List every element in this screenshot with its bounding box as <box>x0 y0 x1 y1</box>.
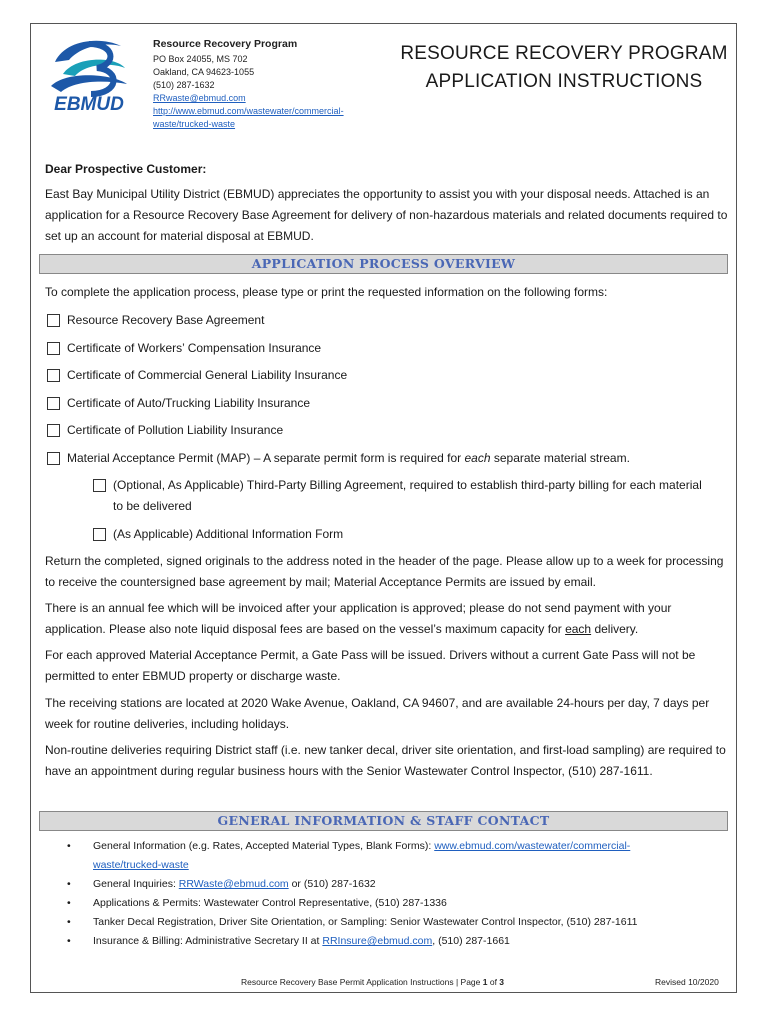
list-item: • Tanker Decal Registration, Driver Site Orientation, or Sampling: Senior Wastewater Control Inspector, (510) 287-1611 <box>67 913 638 932</box>
checkbox[interactable] <box>47 397 60 410</box>
list-item: • Applications & Permits: Wastewater Control Representative, (510) 287-1336 <box>67 894 638 913</box>
list-item: • Insurance & Billing: Administrative Secretary II at RRInsure@ebmud.com, (510) 287-1661 <box>67 932 638 951</box>
checklist-label: Certificate of Workers’ Compensation Insurance <box>67 341 322 355</box>
revised-date: Revised 10/2020 <box>655 977 719 987</box>
underline-each: each <box>565 622 592 636</box>
rates-link-cont[interactable]: waste/trucked-waste <box>93 859 189 871</box>
bullet-glyph: • <box>67 840 71 852</box>
website-link-line1[interactable]: http://www.ebmud.com/wastewater/commercial- <box>153 106 344 116</box>
checklist-item[interactable] <box>47 341 321 359</box>
document-title <box>391 40 737 96</box>
bullet-glyph: • <box>67 878 71 890</box>
ebmud-logo <box>45 34 133 114</box>
checklist-label: Certificate of Pollution Liability Insurance <box>67 423 284 437</box>
insurance-email-link[interactable]: RRInsure@ebmud.com <box>322 935 433 947</box>
page-total: 3 <box>499 977 505 987</box>
checkbox[interactable] <box>93 528 106 541</box>
email-link[interactable]: RRwaste@ebmud.com <box>153 93 246 103</box>
checklist-item[interactable] <box>47 396 310 414</box>
sub-checklist-item[interactable] <box>93 527 343 545</box>
document-page <box>30 23 737 993</box>
return-paragraph: Return the completed, signed originals to the address noted in the header of the page. Please allow up to a week for processing to receive the countersigned base agreement by mail; Material Acceptance Permits are issued by email. <box>45 554 724 589</box>
checkbox[interactable] <box>93 479 106 492</box>
title-line2: APPLICATION INSTRUCTIONS <box>425 71 703 92</box>
logo-b-curve <box>89 44 114 94</box>
checkbox[interactable] <box>47 314 60 327</box>
bullet-glyph: • <box>67 935 71 947</box>
address-block <box>153 38 344 131</box>
stations-paragraph: The receiving stations are located at 2020 Wake Avenue, Oakland, CA 94607, and are available 24-hours per day, 7 days per week for routine deliveries, including holidays. <box>45 696 710 731</box>
website-link-line2[interactable]: waste/trucked-waste <box>153 119 236 129</box>
intro-paragraph: East Bay Municipal Utility District (EBMUD) appreciates the opportunity to assist you with your disposal needs. Attached is an application for a Resource Recovery Base Agreement for delivery of non-hazardous materials and related documents required to set up an account for material disposal at EBMUD. <box>45 187 728 243</box>
program-name: Resource Recovery Program <box>153 38 298 50</box>
title-line1: RESOURCE RECOVERY PROGRAM <box>400 43 728 64</box>
gate-pass-paragraph: For each approved Material Acceptance Permit, a Gate Pass will be issued. Drivers without a current Gate Pass will not be permitted to enter EBMUD property or discharge waste. <box>45 648 696 683</box>
checklist-item[interactable] <box>47 423 283 441</box>
checklist-label: (Optional, As Applicable) Third-Party Billing Agreement, required to establish third-party billing for each material to be delivered <box>113 478 702 513</box>
page-footer: Resource Recovery Base Permit Application Instructions | Page 1 of 3 <box>241 977 505 987</box>
section-heading-process: APPLICATION PROCESS OVERVIEW <box>39 254 728 274</box>
rates-link[interactable]: www.ebmud.com/wastewater/commercial- <box>434 840 631 852</box>
address-line: PO Box 24055, MS 702 <box>153 54 248 64</box>
section1-lead: To complete the application process, please type or print the requested information on the following forms: <box>45 285 608 299</box>
checklist-label: (As Applicable) Additional Information Form <box>113 527 344 541</box>
greeting: Dear Prospective Customer: <box>45 162 207 176</box>
fee-paragraph: There is an annual fee which will be invoiced after your application is approved; please do not send payment with your application. Please also note liquid disposal fees are based on the vessel’s maximum capacity for each delivery. <box>45 601 672 636</box>
checklist-label: Certificate of Auto/Trucking Liability Insurance <box>67 396 311 410</box>
checklist-label: Certificate of Commercial General Liability Insurance <box>67 368 348 382</box>
checklist-label: Resource Recovery Base Agreement <box>67 313 265 327</box>
checkbox[interactable] <box>47 452 60 465</box>
bullet-glyph: • <box>67 897 71 909</box>
list-item: • General Information (e.g. Rates, Accepted Material Types, Blank Forms): www.ebmud.com/wastewater/commercial- waste/trucked-waste <box>67 837 638 875</box>
checkbox[interactable] <box>47 424 60 437</box>
checklist-item[interactable] <box>47 313 264 331</box>
checklist-item-map[interactable] <box>47 451 630 469</box>
emphasis-each: each <box>464 451 491 465</box>
logo-swoosh-mid <box>63 60 125 76</box>
address-line: Oakland, CA 94623-1055 <box>153 67 255 77</box>
phone-line: (510) 287-1632 <box>153 80 215 90</box>
list-item: • General Inquiries: RRWaste@ebmud.com or (510) 287-1632 <box>67 875 638 894</box>
checkbox[interactable] <box>47 342 60 355</box>
checkbox[interactable] <box>47 369 60 382</box>
bullet-glyph: • <box>67 916 71 928</box>
page-number: 1 <box>482 977 488 987</box>
contact-list <box>67 837 638 951</box>
section-heading-contact: GENERAL INFORMATION & STAFF CONTACT <box>39 811 728 831</box>
nonroutine-paragraph: Non-routine deliveries requiring District staff (i.e. new tanker decal, driver site orientation, and first-load sampling) are required to have an appointment during regular business hours with the Senior Wastewater Control Inspector, (510) 287-1611. <box>45 743 726 778</box>
logo-wordmark: EBMUD <box>54 94 124 114</box>
sub-checklist-item[interactable] <box>93 478 703 517</box>
checklist-item[interactable] <box>47 368 347 386</box>
checklist-label: Material Acceptance Permit (MAP) – A separate permit form is required for each separate material stream. <box>67 451 630 465</box>
inquiries-email-link[interactable]: RRWaste@ebmud.com <box>178 878 289 890</box>
